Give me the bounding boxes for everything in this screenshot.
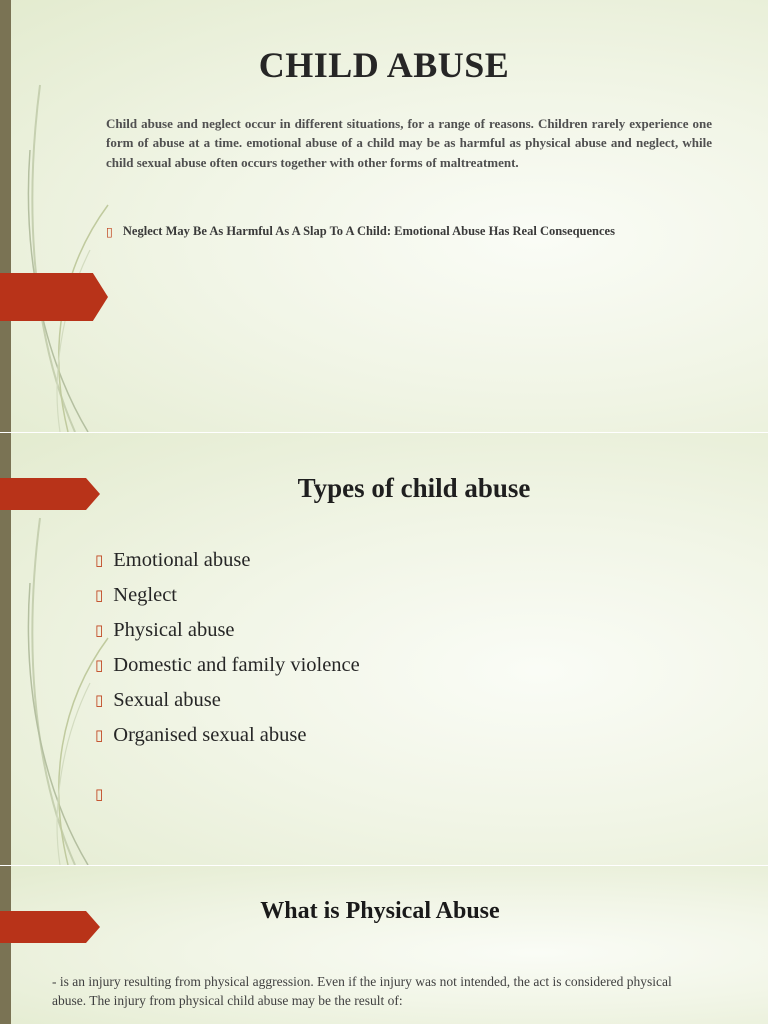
bullet-marker-icon: ▯ [95,586,104,604]
slide-left-bar [0,866,11,1024]
bullet-marker-icon: ▯ [95,551,104,569]
empty-bullet-marker-icon: ▯ [95,785,104,803]
slide-types-of-abuse [0,433,768,865]
list-item: ▯ Organised sexual abuse [95,724,307,746]
list-item: ▯ Physical abuse [95,619,235,641]
definition-paragraph: - is an injury resulting from physical aggression. Even if the injury was not intended, the act is considered physical abuse. The injury from physical child abuse may be the result of: [52,974,672,1008]
bullet-marker-icon: ▯ [95,656,104,674]
slide-physical-abuse [0,866,768,1024]
slide-title: CHILD ABUSE [258,45,510,85]
accent-flag [0,273,108,321]
list-item: ▯ Neglect [95,584,178,606]
bullet-text: Neglect May Be As Harmful As A Slap To A Child: Emotional Abuse Has Real Consequences [122,224,615,238]
intro-paragraph: Child abuse and neglect occur in different situations, for a range of reasons. Children rarely experience one form of abuse at a time. emotional abuse of a child may be as harmful as physical abuse and neglect, while child sexual abuse often occurs together with other forms of maltreatment. [106,116,712,170]
bullet-item [106,224,726,239]
list-item: ▯ Domestic and family violence [95,654,360,676]
bullet-marker-icon: ▯ [106,224,113,239]
bullet-marker-icon: ▯ [95,726,104,744]
list-item: ▯ Emotional abuse [95,549,251,571]
slide-title: What is Physical Abuse [260,898,500,924]
bullet-marker-icon: ▯ [95,621,104,639]
bullet-marker-icon: ▯ [95,691,104,709]
list-item: ▯ Sexual abuse [95,689,221,711]
abuse-types-list [95,549,360,759]
slide-child-abuse [0,0,768,432]
slide-title: Types of child abuse [297,473,531,503]
